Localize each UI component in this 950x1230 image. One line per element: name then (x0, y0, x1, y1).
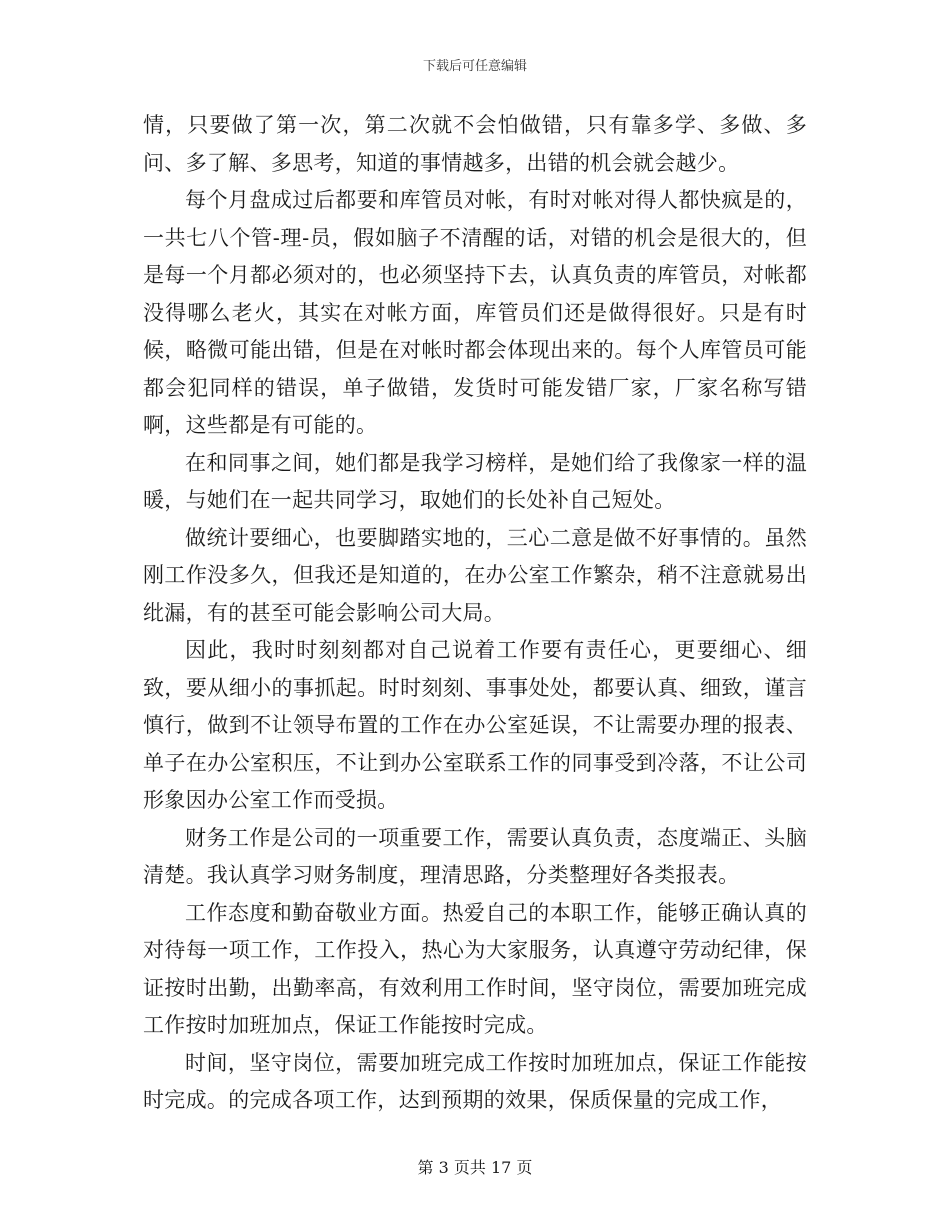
paragraph: 每个月盘成过后都要和库管员对帐，有时对帐对得人都快疯是的，一共七八个管-理-员，假如脑子不清醒的话，对错的机会是很大的，但是每一个月都必须对的，也必须坚持下去，认真负责的库管员，对帐都没得哪么老火，其实在对帐方面，库管员们还是做得很好。只是有时候，略微可能出错，但是在对帐时都会体现出来的。每个人库管员可能都会犯同样的错误，单子做错，发货时可能发错厂家，厂家名称写错啊，这些都是有可能的。 (143, 188, 807, 437)
page-number-footer: 第 3 页共 17 页 (417, 1158, 533, 1177)
paragraph: 因此，我时时刻刻都对自己说着工作要有责任心，更要细心、细致，要从细小的事抓起。时时刻刻、事事处处，都要认真、细致，谨言慎行，做到不让领导布置的工作在办公室延误，不让需要办理的报表、单子在办公室积压，不让到办公室联系工作的同事受到冷落，不让公司形象因办公室工作而受损。 (143, 638, 807, 812)
document-body (143, 107, 807, 1120)
paragraph: 财务工作是公司的一项重要工作，需要认真负责，态度端正、头脑清楚。我认真学习财务制度，理清思路，分类整理好各类报表。 (143, 825, 807, 887)
paragraph: 做统计要细心，也要脚踏实地的，三心二意是做不好事情的。虽然刚工作没多久，但我还是知道的，在办公室工作繁杂，稍不注意就易出纰漏，有的甚至可能会影响公司大局。 (143, 525, 807, 625)
paragraph: 时间，坚守岗位，需要加班完成工作按时加班加点，保证工作能按时完成。的完成各项工作，达到预期的效果，保质保量的完成工作， (143, 1050, 807, 1112)
paragraph-continued: 情，只要做了第一次，第二次就不会怕做错，只有靠多学、多做、多问、多了解、多思考，知道的事情越多，出错的机会就会越少。 (143, 113, 807, 175)
paragraph: 在和同事之间，她们都是我学习榜样，是她们给了我像家一样的温暖，与她们在一起共同学习，取她们的长处补自己短处。 (143, 450, 807, 512)
paragraph: 工作态度和勤奋敬业方面。热爱自己的本职工作，能够正确认真的对待每一项工作，工作投入，热心为大家服务，认真遵守劳动纪律，保证按时出勤，出勤率高，有效利用工作时间，坚守岗位，需要加班完成工作按时加班加点，保证工作能按时完成。 (143, 900, 807, 1037)
page-header: 下载后可任意编辑 (422, 59, 527, 74)
